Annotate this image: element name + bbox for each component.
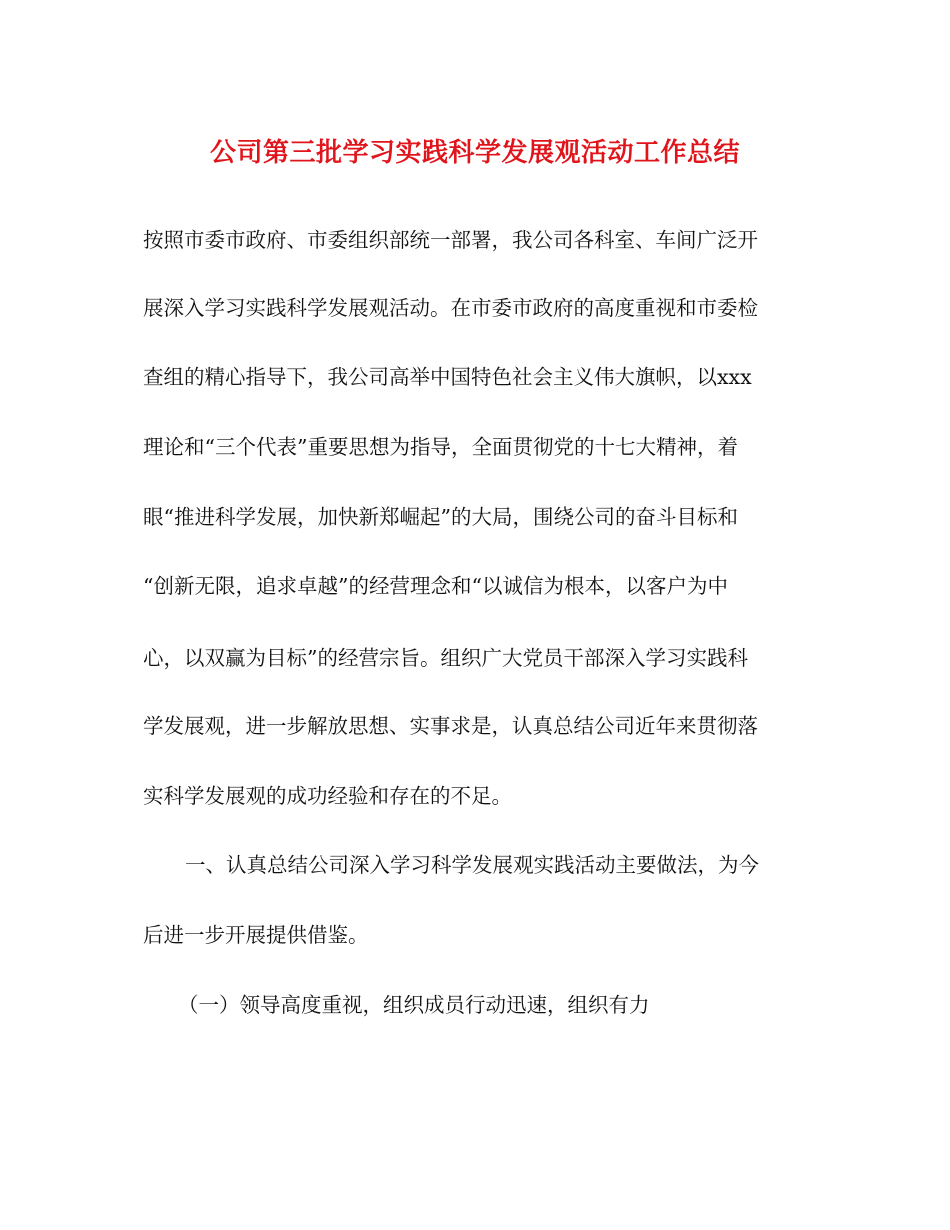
paragraph-line: 理论和“三个代表”重要思想为指导，全面贯彻党的十七大精神，着 [143,435,738,459]
paragraph-line: “创新无限，追求卓越”的经营理念和“以诚信为根本，以客户为中 [143,574,728,598]
paragraph-line: 查组的精心指导下，我公司高举中国特色社会主义伟大旗帜，以xxx [143,365,752,389]
paragraph-line: 实科学发展观的成功经验和存在的不足。 [143,784,512,808]
paragraph-line: 学发展观，进一步解放思想、实事求是，认真总结公司近年来贯彻落 [143,714,758,738]
paragraph-line: 按照市委市政府、市委组织部统一部署，我公司各科室、车间广泛开 [143,228,758,252]
section-heading-line: 一、认真总结公司深入学习科学发展观实践活动主要做法，为今 [185,853,759,877]
paragraph-line: 心，以双赢为目标”的经营宗旨。组织广大党员干部深入学习实践科 [143,646,748,670]
document-title: 公司第三批学习实践科学发展观活动工作总结 [209,138,740,168]
paragraph-line: 眼“推进科学发展，加快新郑崛起”的大局，围绕公司的奋斗目标和 [143,505,738,529]
section-heading-line: 后进一步开展提供借鉴。 [143,923,369,947]
subsection-heading: （一）领导高度重视，组织成员行动迅速，组织有力 [178,993,650,1017]
paragraph-line: 展深入学习实践科学发展观活动。在市委市政府的高度重视和市委检 [143,296,758,320]
